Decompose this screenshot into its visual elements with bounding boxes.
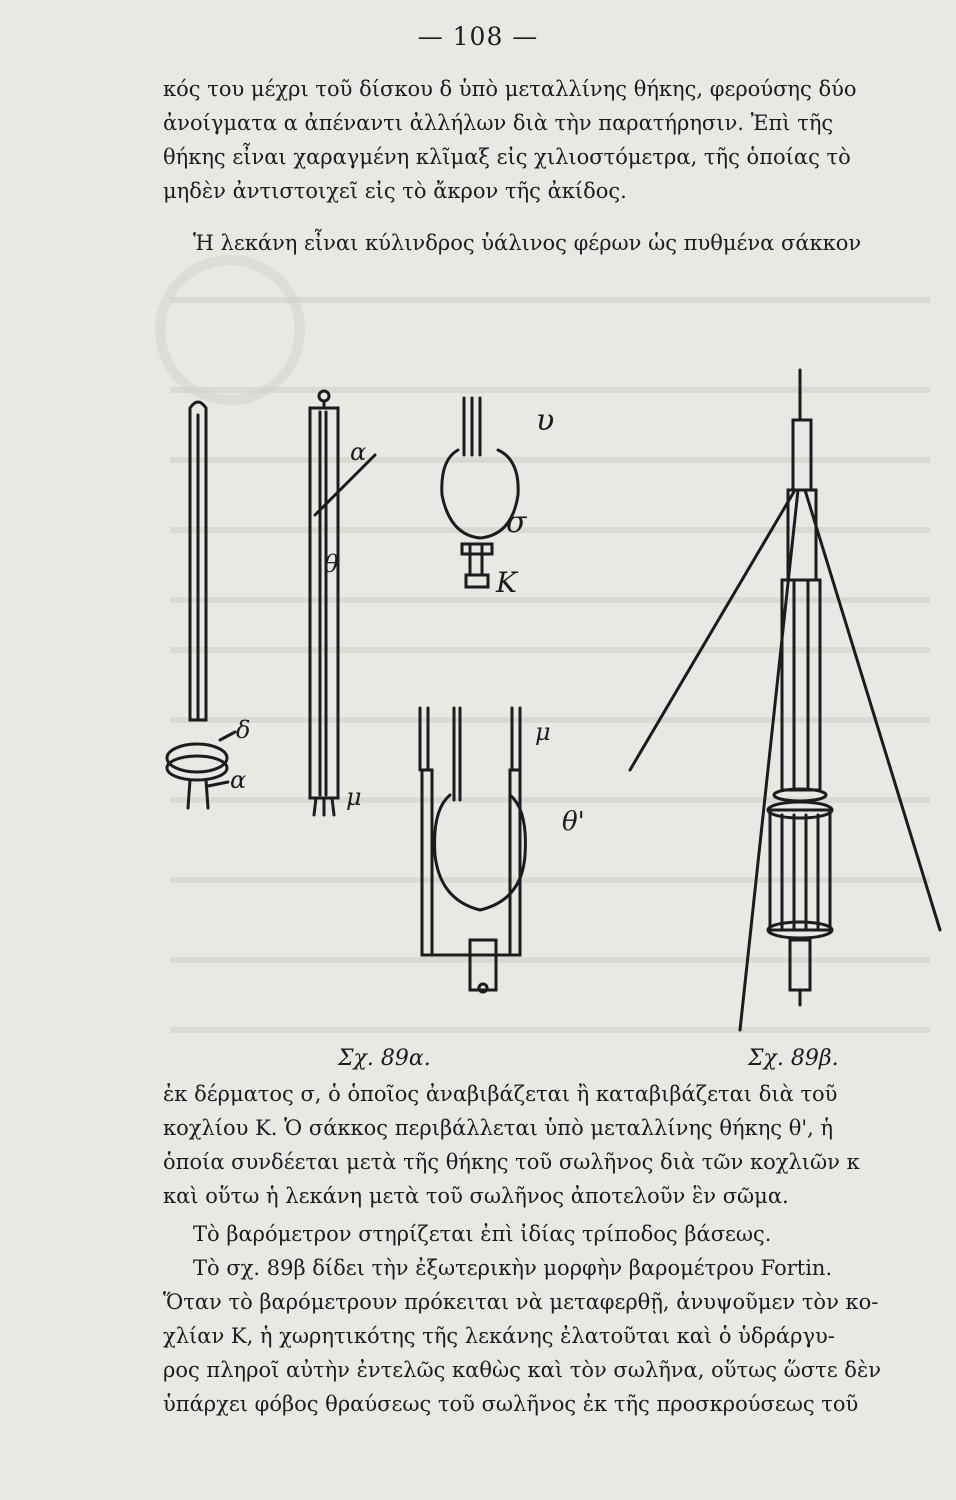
- text-line: ἀνοίγματα α ἀπέναντι ἀλλήλων διὰ τὴν παρατήρησιν. Ἐπὶ τῆς: [163, 111, 834, 135]
- text-line: Ὅταν τὸ βαρόμετρουν πρόκειται νὰ μεταφερθῇ, ἀνυψοῦμεν τὸν κο-: [163, 1290, 879, 1314]
- text-line: Ἡ λεκάνη εἶναι κύλινδρος ὑάλινος φέρων ὡς πυθμένα σάκκον: [193, 231, 862, 255]
- text-line: ὁποία συνδέεται μετὰ τῆς θήκης τοῦ σωλῆνος διὰ τῶν κοχλιῶν κ: [163, 1150, 860, 1174]
- text-line: ὑπάρχει φόβος θραύσεως τοῦ σωλῆνος ἐκ τῆς προσκρούσεως τοῦ: [163, 1392, 859, 1416]
- label-sigma: σ: [506, 505, 527, 540]
- label-kappa: Κ: [496, 566, 517, 599]
- second-paragraph: [163, 226, 936, 260]
- figure-caption-89b: Σχ. 89β.: [748, 1046, 839, 1071]
- label-theta: θ: [324, 550, 339, 578]
- label-delta: δ: [236, 716, 251, 744]
- bottom-paragraph: [163, 1077, 936, 1213]
- label-upsilon: υ: [536, 403, 555, 438]
- label-alpha: α: [350, 438, 367, 466]
- text-line: ἐκ δέρματος σ, ὁ ὁποῖος ἀναβιβάζεται ἢ καταβιβάζεται διὰ τοῦ: [163, 1082, 838, 1106]
- top-paragraph: [163, 72, 936, 208]
- barometer-figures: [150, 340, 950, 1075]
- text-line: μηδὲν ἀντιστοιχεῖ εἰς τὸ ἄκρον τῆς ἀκίδος.: [163, 179, 627, 203]
- text-line: ρος πληροῖ αὐτὴν ἐντελῶς καθὼς καὶ τὸν σωλῆνα, οὕτως ὥστε δὲν: [163, 1358, 881, 1382]
- page-number: — 108 —: [417, 22, 539, 51]
- text-line: κοχλίου Κ. Ὁ σάκκος περιβάλλεται ὑπὸ μεταλλίνης θήκης θ', ἡ: [163, 1116, 834, 1140]
- text-line: Τὸ βαρόμετρον στηρίζεται ἐπὶ ἰδίας τρίποδος βάσεως.: [193, 1222, 772, 1246]
- text-line: κός του μέχρι τοῦ δίσκου δ ὑπὸ μεταλλίνης θήκης, φερούσης δύο: [163, 77, 857, 101]
- barometer-illustration: [150, 340, 950, 1075]
- text-line: θήκης εἶναι χαραγμένη κλῖμαξ εἰς χιλιοστόμετρα, τῆς ὁποίας τὸ: [163, 145, 851, 169]
- text-line: Τὸ σχ. 89β δίδει τὴν ἐξωτερικὴν μορφὴν βαρομέτρου Fortin.: [193, 1256, 833, 1280]
- label-mu-right: μ: [535, 718, 551, 746]
- tripod-paragraph: [163, 1217, 936, 1251]
- fortin-paragraph: [163, 1251, 936, 1421]
- label-theta-prime: θ': [562, 807, 585, 837]
- text-line: καὶ οὕτω ἡ λεκάνη μετὰ τοῦ σωλῆνος ἀποτελοῦν ἓν σῶμα.: [163, 1184, 789, 1208]
- label-alpha-bottom: α: [230, 766, 247, 794]
- figure-caption-89a: Σχ. 89α.: [338, 1046, 431, 1071]
- text-line: χλίαν Κ, ἡ χωρητικότης τῆς λεκάνης ἐλατοῦται καὶ ὁ ὑδράργυ-: [163, 1324, 835, 1348]
- label-mu-left: μ: [346, 783, 362, 811]
